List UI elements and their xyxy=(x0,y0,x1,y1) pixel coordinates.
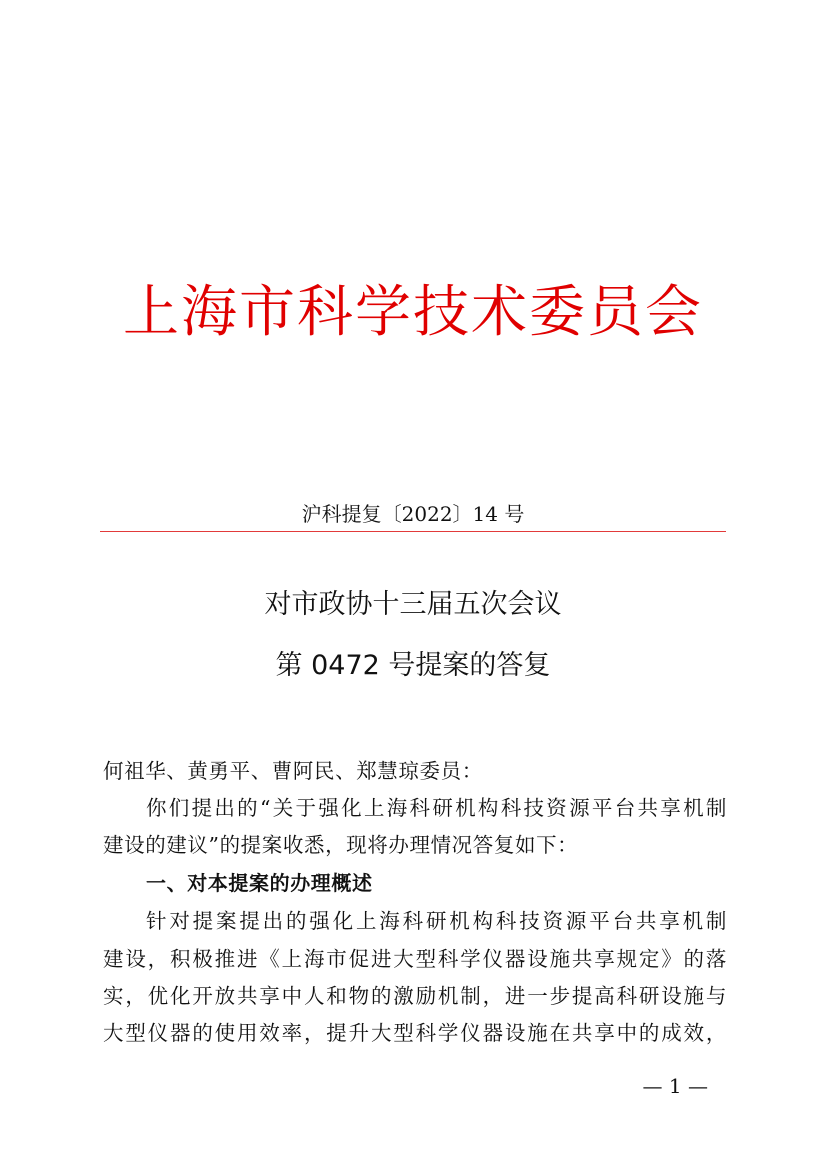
document-title-line-2: 第 0472 号提案的答复 xyxy=(275,650,551,681)
document-number: 沪科提复〔2022〕14 号 xyxy=(301,502,525,526)
page-number xyxy=(0,1072,826,1100)
paragraph-1-line-1: 你们提出的“关于强化上海科研机构科技资源平台共享机制 xyxy=(146,796,727,820)
red-separator-rule xyxy=(100,531,726,532)
salutation: 何祖华、黄勇平、曹阿民、郑慧琼委员： xyxy=(103,759,483,783)
document-title-line-1: 对市政协十三届五次会议 xyxy=(264,589,562,620)
paragraph-2-line-3: 实，优化开放共享中人和物的激励机制，进一步提高科研设施与 xyxy=(103,984,727,1008)
issuing-organization-header: 上海市科学技术委员会 xyxy=(123,280,703,345)
page-number-text: — 1 — xyxy=(642,1074,708,1098)
section-1-heading: 一、对本提案的办理概述 xyxy=(146,871,373,895)
paragraph-2-line-4: 大型仪器的使用效率，提升大型科学仪器设施在共享中的成效， xyxy=(103,1021,727,1045)
paragraph-2-line-1: 针对提案提出的强化上海科研机构科技资源平台共享机制 xyxy=(146,909,727,933)
paragraph-2-line-2: 建设，积极推进《上海市促进大型科学仪器设施共享规定》的落 xyxy=(103,947,727,971)
paragraph-1-line-2: 建设的建议”的提案收悉，现将办理情况答复如下： xyxy=(103,833,579,857)
